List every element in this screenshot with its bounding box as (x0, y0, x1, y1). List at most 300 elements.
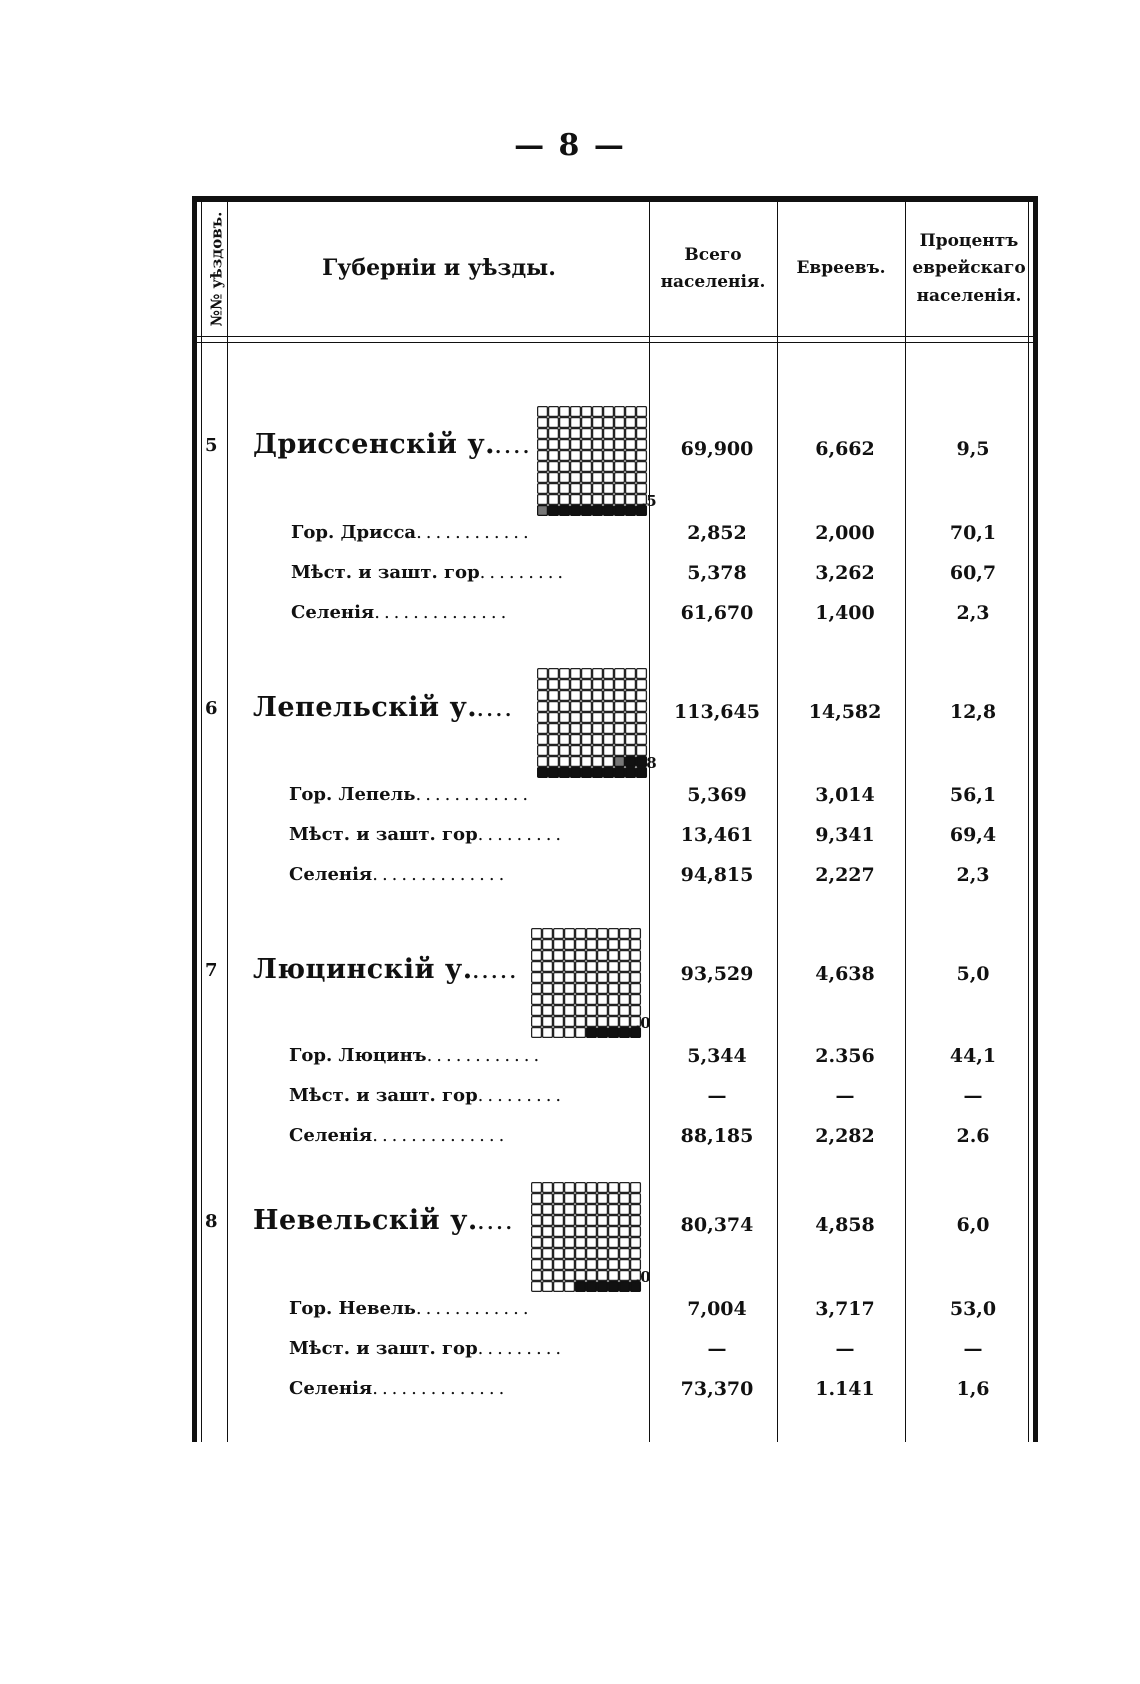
pictogram-label: ,8 (641, 754, 657, 772)
pictogram-square (637, 418, 647, 428)
pictogram-square (587, 1238, 597, 1248)
pictogram-square (582, 484, 592, 494)
pictogram-square (587, 1282, 597, 1292)
pictogram-square (637, 473, 647, 483)
pictogram-square (532, 1006, 542, 1016)
pictogram-square (571, 473, 581, 483)
pictogram-square (626, 735, 636, 745)
total-population: 69,900 (680, 438, 754, 460)
jews-count: 14,582 (808, 701, 882, 723)
pictogram-square (593, 407, 603, 417)
pictogram-square (626, 702, 636, 712)
pictogram-square (582, 735, 592, 745)
pictogram-square (538, 746, 548, 756)
pictogram-square (637, 702, 647, 712)
pictogram-square (604, 484, 614, 494)
pictogram-square (598, 1194, 608, 1204)
pictogram-square (593, 451, 603, 461)
pictogram-square (571, 702, 581, 712)
pictogram-square (631, 940, 641, 950)
pictogram-square (576, 1205, 586, 1215)
pictogram-square (538, 702, 548, 712)
pictogram-square (604, 702, 614, 712)
pictogram-square (532, 1249, 542, 1259)
pictogram-square (538, 418, 548, 428)
pictogram-square (587, 1205, 597, 1215)
pictogram-square (538, 429, 548, 439)
row-total: 5,378 (687, 562, 747, 584)
pictogram-square (604, 724, 614, 734)
pictogram-square (598, 1017, 608, 1027)
pictogram-square (593, 702, 603, 712)
pictogram-square (626, 680, 636, 690)
pictogram-square (576, 973, 586, 983)
column-divider-no (227, 202, 228, 1442)
pictogram-square (565, 1183, 575, 1193)
pictogram-square (571, 724, 581, 734)
pictogram-square (549, 418, 559, 428)
pictogram-square (593, 506, 603, 516)
pictogram-square (587, 1194, 597, 1204)
row-jews: — (835, 1085, 855, 1107)
pictogram-square (615, 495, 625, 505)
jewish-percent: 12,8 (949, 701, 997, 723)
pictogram (531, 928, 643, 1040)
pictogram-square (565, 929, 575, 939)
pictogram-square (609, 1216, 619, 1226)
pictogram-square (615, 407, 625, 417)
pictogram-square (620, 1249, 630, 1259)
pictogram-square (549, 429, 559, 439)
pictogram-square (637, 713, 647, 723)
pictogram-square (565, 1271, 575, 1281)
row-label: Мѣст. и зашт. гор......... (289, 824, 566, 845)
pictogram-square (549, 768, 559, 778)
uezd-name: Невельскій у..... (253, 1205, 515, 1236)
jewish-percent: 5,0 (956, 963, 990, 985)
pictogram-square (587, 940, 597, 950)
row-percent: 56,1 (949, 784, 997, 806)
pictogram (531, 1182, 643, 1294)
pictogram-square (571, 746, 581, 756)
pictogram-square (538, 713, 548, 723)
pictogram-square (582, 429, 592, 439)
pictogram-square (620, 1238, 630, 1248)
pictogram-square (609, 973, 619, 983)
pictogram-square (637, 680, 647, 690)
pictogram-square (593, 713, 603, 723)
pictogram-square (609, 951, 619, 961)
pictogram-square (554, 962, 564, 972)
row-jews: 9,341 (815, 824, 875, 846)
pictogram-square (620, 951, 630, 961)
pictogram-square (626, 451, 636, 461)
pictogram-square (620, 1183, 630, 1193)
pictogram-square (560, 484, 570, 494)
uezd-number: 6 (205, 698, 218, 719)
pictogram-square (626, 724, 636, 734)
uezd-name: Лепельскій у..... (253, 692, 515, 723)
pictogram-square (604, 495, 614, 505)
pictogram-square (604, 407, 614, 417)
pictogram-square (565, 1028, 575, 1038)
pictogram-square (560, 746, 570, 756)
pictogram-square (598, 973, 608, 983)
pictogram-square (620, 1227, 630, 1237)
pictogram-square (543, 1260, 553, 1270)
pictogram-square (543, 1227, 553, 1237)
pictogram-square (576, 1260, 586, 1270)
row-jews: — (835, 1338, 855, 1360)
pictogram-square (620, 1205, 630, 1215)
pictogram-square (593, 746, 603, 756)
pictogram-square (565, 973, 575, 983)
pictogram-square (538, 768, 548, 778)
pictogram-square (637, 407, 647, 417)
pictogram-square (593, 462, 603, 472)
pictogram-square (582, 669, 592, 679)
pictogram-square (554, 1238, 564, 1248)
pictogram-label: ,0 (635, 1268, 651, 1286)
pictogram-square (532, 929, 542, 939)
pictogram-square (620, 1017, 630, 1027)
pictogram-square (604, 713, 614, 723)
pictogram-square (598, 1260, 608, 1270)
pictogram-square (637, 669, 647, 679)
pictogram-square (543, 1028, 553, 1038)
pictogram-square (543, 995, 553, 1005)
pictogram-square (532, 940, 542, 950)
pictogram-square (626, 407, 636, 417)
pictogram-square (576, 1194, 586, 1204)
pictogram-square (609, 1249, 619, 1259)
pictogram-square (554, 1260, 564, 1270)
header-rule-top (197, 336, 1033, 337)
total-population: 80,374 (680, 1214, 754, 1236)
pictogram-square (587, 984, 597, 994)
pictogram-square (609, 1028, 619, 1038)
pictogram-square (571, 506, 581, 516)
row-jews: 1.141 (815, 1378, 875, 1400)
pictogram-square (565, 1238, 575, 1248)
row-label: Селенія.............. (289, 1378, 509, 1399)
pictogram-square (598, 995, 608, 1005)
pictogram-square (626, 757, 636, 767)
pictogram-square (593, 735, 603, 745)
pictogram-square (598, 1238, 608, 1248)
pictogram-square (576, 1028, 586, 1038)
pictogram-square (587, 973, 597, 983)
pictogram-square (615, 680, 625, 690)
pictogram-square (554, 1249, 564, 1259)
pictogram-square (615, 484, 625, 494)
pictogram-square (609, 1183, 619, 1193)
pictogram-square (598, 1028, 608, 1038)
pictogram-square (620, 1028, 630, 1038)
pictogram-square (571, 680, 581, 690)
pictogram-square (609, 962, 619, 972)
row-jews: 3,014 (815, 784, 875, 806)
pictogram-square (571, 757, 581, 767)
row-total: 13,461 (680, 824, 754, 846)
pictogram-square (598, 1271, 608, 1281)
pictogram-square (631, 962, 641, 972)
pictogram-square (582, 451, 592, 461)
pictogram-square (587, 1017, 597, 1027)
pictogram-square (565, 1282, 575, 1292)
pictogram-square (532, 1183, 542, 1193)
pictogram-square (609, 1017, 619, 1027)
pictogram-square (637, 735, 647, 745)
pictogram-square (532, 1271, 542, 1281)
pictogram-square (587, 1260, 597, 1270)
pictogram-square (615, 746, 625, 756)
header-rule-bottom (197, 342, 1033, 343)
pictogram-square (609, 1271, 619, 1281)
row-percent: 70,1 (949, 522, 997, 544)
pictogram-square (532, 1238, 542, 1248)
pictogram (537, 668, 649, 780)
pictogram-square (626, 746, 636, 756)
pictogram-square (587, 1271, 597, 1281)
pictogram-square (626, 418, 636, 428)
header-total-population: Всего населенія. (660, 244, 766, 292)
pictogram-square (615, 473, 625, 483)
pictogram-square (598, 984, 608, 994)
pictogram-square (626, 429, 636, 439)
pictogram-square (609, 1238, 619, 1248)
pictogram-square (554, 1017, 564, 1027)
pictogram-square (593, 691, 603, 701)
pictogram-label: ,0 (635, 1014, 651, 1032)
pictogram-square (587, 1249, 597, 1259)
pictogram-square (554, 1006, 564, 1016)
pictogram-square (604, 735, 614, 745)
pictogram-square (532, 1227, 542, 1237)
pictogram-square (532, 1028, 542, 1038)
pictogram-square (609, 1006, 619, 1016)
pictogram-square (554, 995, 564, 1005)
pictogram-square (554, 1271, 564, 1281)
uezd-name: Дриссенскій у..... (253, 429, 533, 460)
pictogram-square (549, 724, 559, 734)
pictogram-square (615, 506, 625, 516)
row-label: Гор. Люцинъ............ (289, 1045, 544, 1066)
pictogram-square (593, 680, 603, 690)
jews-count: 4,638 (815, 963, 875, 985)
pictogram-square (571, 462, 581, 472)
pictogram-square (620, 1271, 630, 1281)
pictogram-square (560, 440, 570, 450)
pictogram-square (620, 1260, 630, 1270)
pictogram-square (593, 484, 603, 494)
pictogram-square (598, 940, 608, 950)
pictogram-square (543, 962, 553, 972)
pictogram-square (609, 984, 619, 994)
pictogram-square (620, 1006, 630, 1016)
pictogram-square (560, 724, 570, 734)
pictogram-square (571, 669, 581, 679)
pictogram-square (615, 451, 625, 461)
pictogram-square (615, 691, 625, 701)
pictogram-square (582, 713, 592, 723)
pictogram-square (571, 440, 581, 450)
pictogram-square (560, 768, 570, 778)
pictogram-square (549, 691, 559, 701)
row-label: Гор. Невель............ (289, 1298, 533, 1319)
pictogram-square (615, 702, 625, 712)
pictogram-square (609, 1282, 619, 1292)
pictogram-square (571, 768, 581, 778)
pictogram-square (587, 995, 597, 1005)
pictogram-square (576, 1227, 586, 1237)
pictogram-square (593, 440, 603, 450)
pictogram-square (631, 1194, 641, 1204)
pictogram-square (565, 1249, 575, 1259)
pictogram-square (576, 1271, 586, 1281)
pictogram-square (637, 462, 647, 472)
pictogram-square (576, 1249, 586, 1259)
row-percent: 2.6 (956, 1125, 990, 1147)
jewish-percent: 9,5 (956, 438, 990, 460)
table-inner-right-border (1028, 202, 1029, 1442)
pictogram-square (637, 691, 647, 701)
row-label: Селенія.............. (289, 864, 509, 885)
pictogram-square (571, 495, 581, 505)
pictogram-square (560, 680, 570, 690)
pictogram-square (626, 506, 636, 516)
row-total: 88,185 (680, 1125, 754, 1147)
pictogram-square (565, 995, 575, 1005)
row-total: 5,344 (687, 1045, 747, 1067)
pictogram-square (598, 1227, 608, 1237)
pictogram-square (560, 702, 570, 712)
table-inner-left-border (201, 202, 202, 1442)
pictogram-square (538, 680, 548, 690)
pictogram-square (604, 440, 614, 450)
pictogram-square (631, 973, 641, 983)
pictogram-square (538, 473, 548, 483)
column-divider-jews (905, 202, 906, 1442)
pictogram-square (560, 735, 570, 745)
pictogram-square (626, 669, 636, 679)
pictogram-square (620, 973, 630, 983)
pictogram-square (560, 407, 570, 417)
pictogram-square (615, 757, 625, 767)
pictogram-square (604, 757, 614, 767)
pictogram-square (554, 1282, 564, 1292)
pictogram-square (543, 1006, 553, 1016)
pictogram-square (549, 484, 559, 494)
pictogram-square (631, 1227, 641, 1237)
pictogram-square (543, 984, 553, 994)
pictogram-square (582, 702, 592, 712)
row-label: Селенія.............. (291, 602, 511, 623)
pictogram-square (565, 1227, 575, 1237)
row-percent: — (963, 1085, 983, 1107)
row-jews: 1,400 (815, 602, 875, 624)
pictogram-square (604, 418, 614, 428)
pictogram-square (549, 680, 559, 690)
uezd-number: 7 (205, 960, 218, 981)
row-label: Мѣст. и зашт. гор......... (289, 1338, 566, 1359)
jews-count: 6,662 (815, 438, 875, 460)
pictogram-square (604, 451, 614, 461)
pictogram-square (593, 473, 603, 483)
pictogram-square (615, 669, 625, 679)
pictogram-square (571, 735, 581, 745)
pictogram-square (543, 1271, 553, 1281)
pictogram-square (637, 440, 647, 450)
pictogram-square (620, 1194, 630, 1204)
pictogram-square (565, 1260, 575, 1270)
pictogram-square (549, 746, 559, 756)
row-label: Гор. Дрисса............ (291, 522, 533, 543)
pictogram-square (609, 995, 619, 1005)
pictogram-square (587, 962, 597, 972)
pictogram-square (571, 713, 581, 723)
header-uezd-number: №№ уѣздовъ. (207, 211, 225, 327)
pictogram-square (571, 691, 581, 701)
row-total: 2,852 (687, 522, 747, 544)
pictogram-square (543, 1216, 553, 1226)
pictogram-square (587, 1006, 597, 1016)
pictogram-square (560, 418, 570, 428)
pictogram-square (543, 1249, 553, 1259)
pictogram-square (554, 940, 564, 950)
pictogram (537, 406, 649, 518)
pictogram-square (615, 462, 625, 472)
pictogram-square (620, 995, 630, 1005)
pictogram-square (543, 951, 553, 961)
pictogram-square (609, 1227, 619, 1237)
row-label: Мѣст. и зашт. гор......... (289, 1085, 566, 1106)
pictogram-square (571, 418, 581, 428)
pictogram-square (560, 462, 570, 472)
pictogram-square (560, 495, 570, 505)
pictogram-square (631, 984, 641, 994)
pictogram-square (609, 1260, 619, 1270)
row-total: — (707, 1085, 727, 1107)
pictogram-square (538, 495, 548, 505)
pictogram-label: ,5 (641, 492, 657, 510)
row-percent: 60,7 (949, 562, 997, 584)
pictogram-square (604, 506, 614, 516)
pictogram-square (565, 1006, 575, 1016)
pictogram-square (582, 462, 592, 472)
pictogram-square (560, 669, 570, 679)
pictogram-square (582, 473, 592, 483)
pictogram-square (598, 951, 608, 961)
pictogram-square (620, 929, 630, 939)
pictogram-square (554, 1205, 564, 1215)
pictogram-square (532, 962, 542, 972)
pictogram-square (593, 724, 603, 734)
pictogram-square (582, 418, 592, 428)
pictogram-square (538, 451, 548, 461)
pictogram-square (554, 951, 564, 961)
pictogram-square (593, 757, 603, 767)
pictogram-square (549, 735, 559, 745)
pictogram-square (543, 1205, 553, 1215)
pictogram-square (582, 691, 592, 701)
pictogram-square (582, 746, 592, 756)
pictogram-square (571, 451, 581, 461)
pictogram-square (532, 973, 542, 983)
pictogram-square (609, 1205, 619, 1215)
pictogram-square (631, 951, 641, 961)
pictogram-square (631, 1205, 641, 1215)
